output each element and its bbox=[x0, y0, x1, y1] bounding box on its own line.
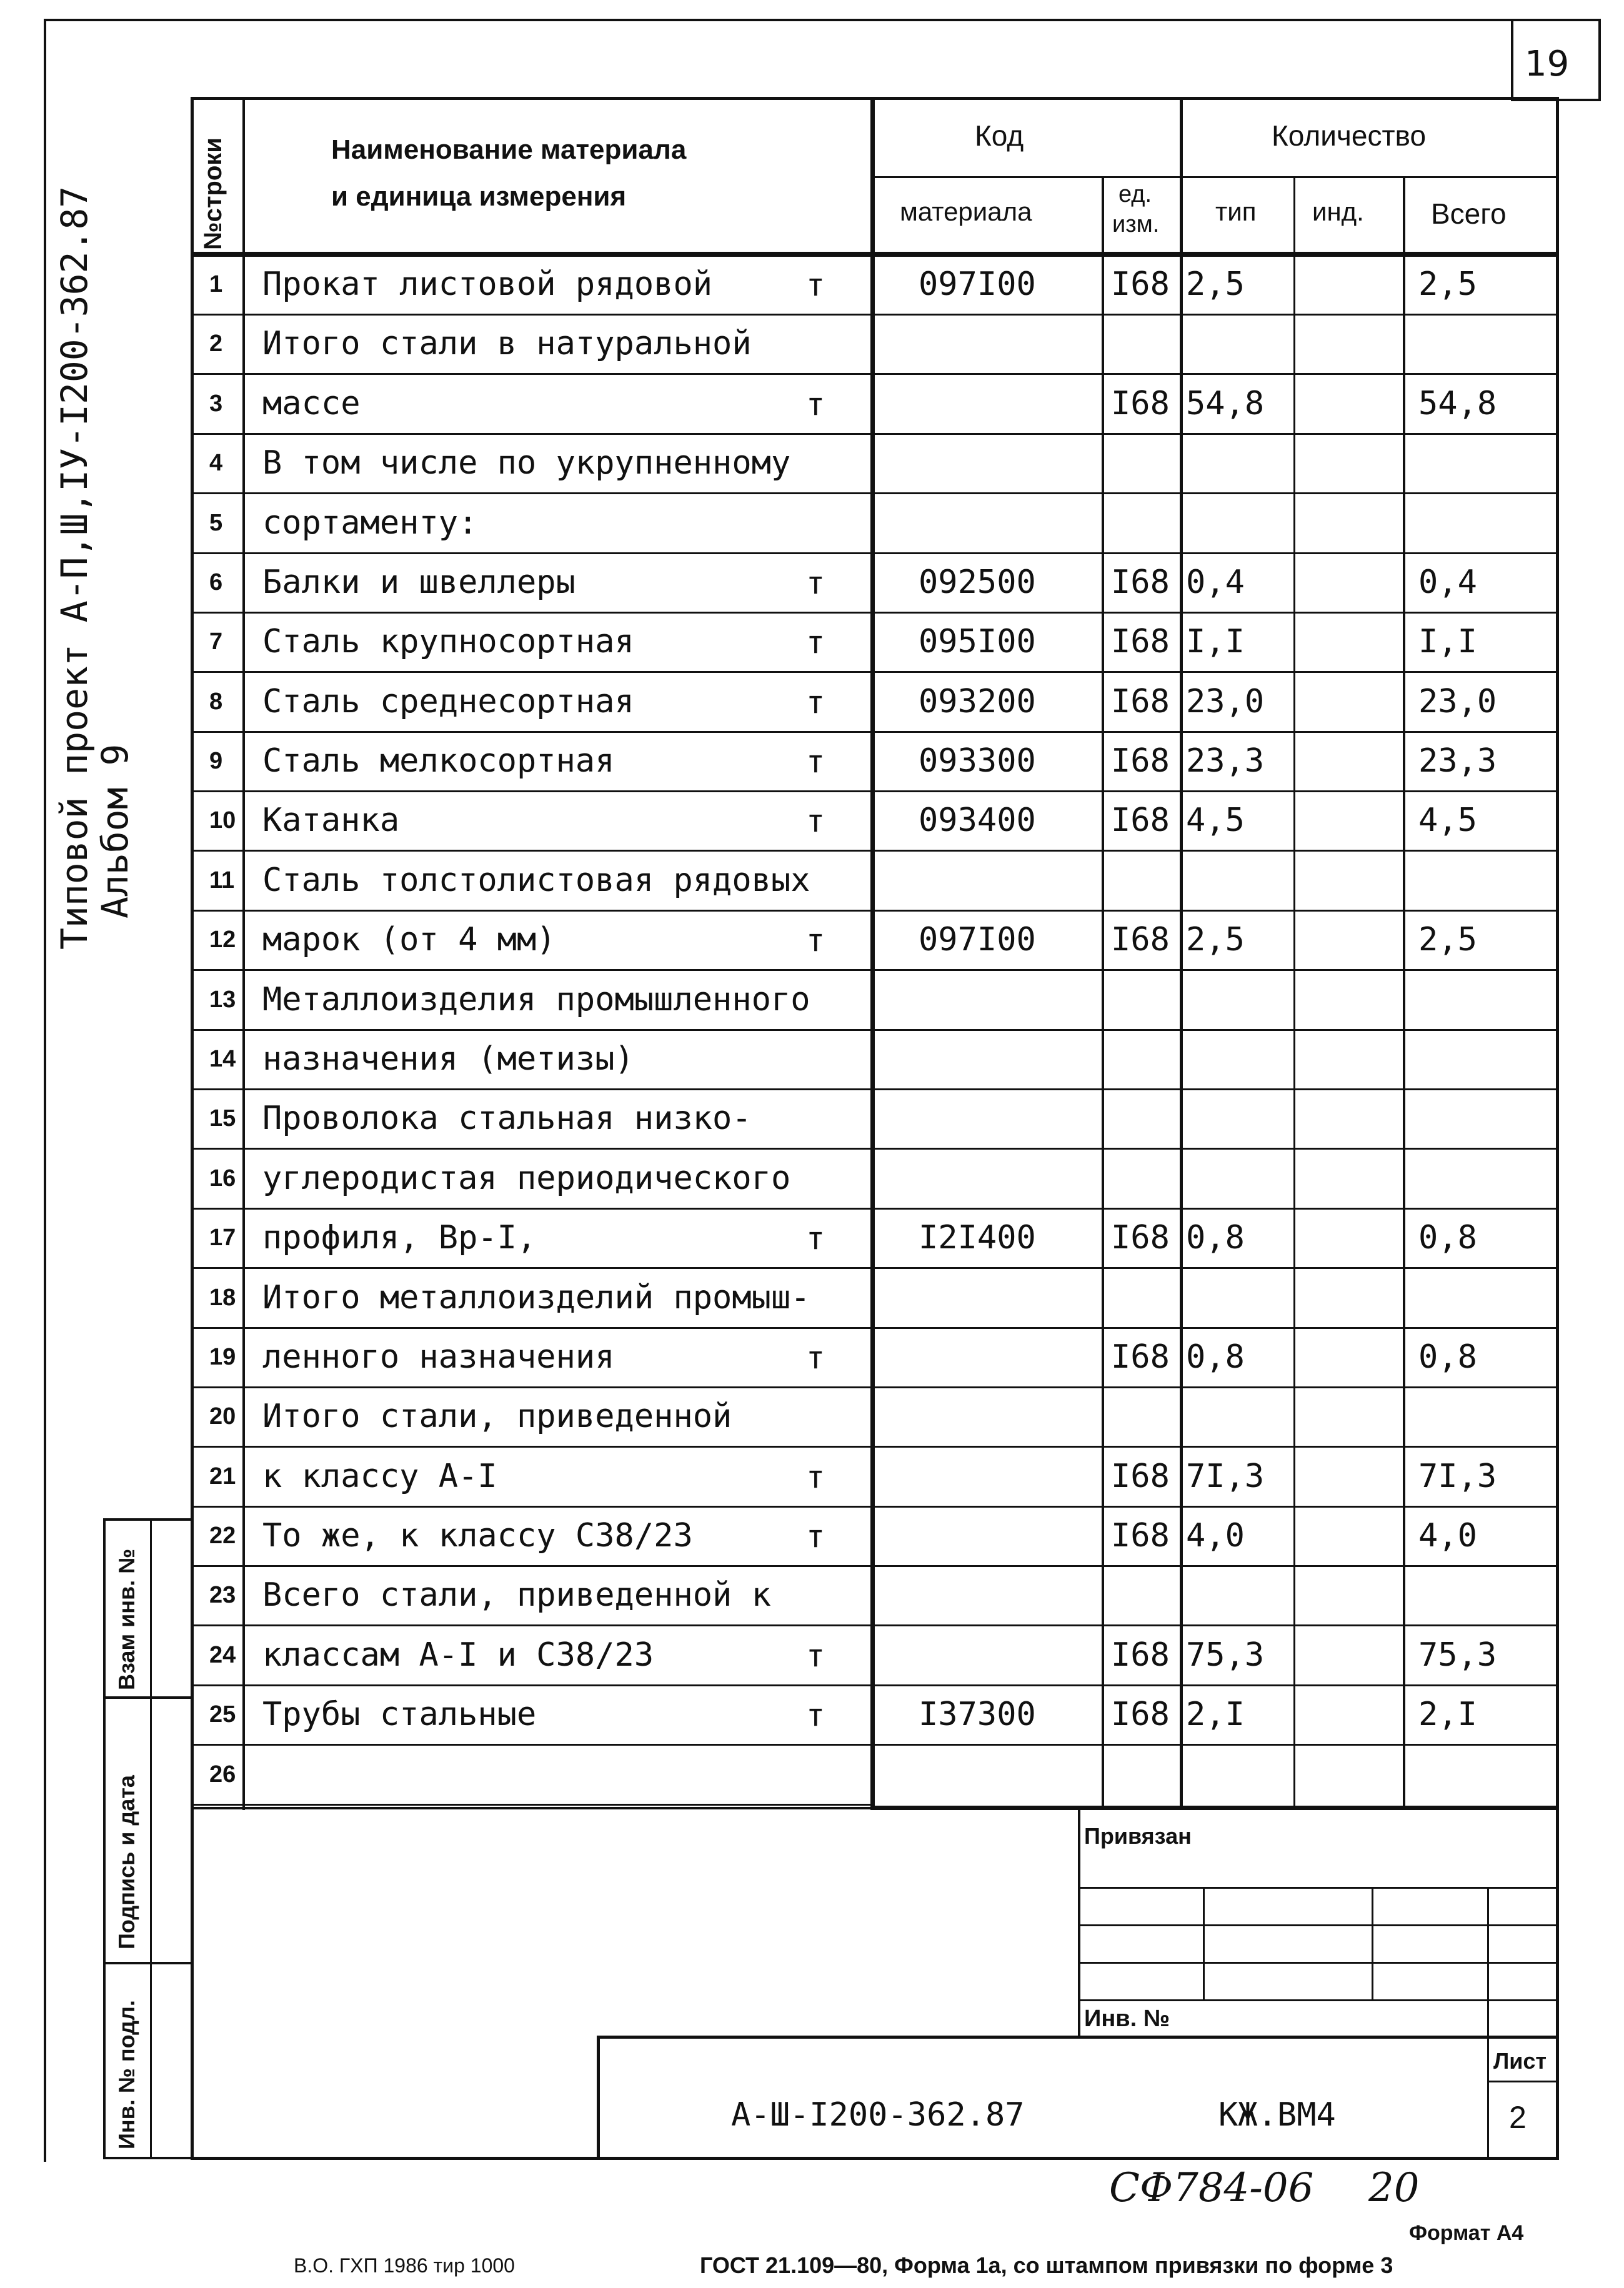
quantity-type: 54,8 bbox=[1186, 385, 1265, 423]
handwritten-number: 20 bbox=[1368, 2165, 1420, 2211]
unit-code: I68 bbox=[1111, 1636, 1170, 1674]
stamp-privyazan: Привязан bbox=[1084, 1823, 1192, 1849]
unit-letter: т bbox=[806, 624, 825, 660]
header-unit-line2: изм. bbox=[1112, 211, 1160, 237]
header-code: Код bbox=[975, 119, 1024, 152]
table-row bbox=[0, 614, 1624, 673]
header-unit-line1: ед. bbox=[1118, 181, 1152, 207]
stamp-sheet-label: Лист bbox=[1493, 2048, 1547, 2074]
header-row-number: №строки bbox=[199, 137, 227, 250]
material-name: Проволока стальная низко- bbox=[262, 1100, 752, 1138]
quantity-total: I,I bbox=[1418, 623, 1477, 661]
table-row bbox=[0, 1627, 1624, 1686]
header-type: тип bbox=[1215, 197, 1257, 226]
material-name: Итого стали, приведенной bbox=[262, 1398, 732, 1436]
material-name: Сталь среднесортная bbox=[262, 683, 634, 721]
row-number: 26 bbox=[209, 1761, 236, 1788]
row-number: 14 bbox=[209, 1046, 236, 1073]
quantity-type: 4,0 bbox=[1186, 1517, 1245, 1555]
material-name: классам А-І и С38/23 bbox=[262, 1636, 654, 1674]
material-code: I2I400 bbox=[919, 1219, 1036, 1257]
footer-printer: В.О. ГХП 1986 тир 1000 bbox=[294, 2254, 515, 2277]
header-name-line1: Наименование материала bbox=[331, 134, 687, 165]
row-number: 20 bbox=[209, 1403, 236, 1430]
stamp-inv-no: Инв. № bbox=[1084, 2006, 1170, 2032]
material-name: Сталь толстолистовая рядовых bbox=[262, 862, 810, 900]
material-name: Трубы стальные bbox=[262, 1696, 537, 1734]
table-row bbox=[0, 1031, 1624, 1090]
unit-code: I68 bbox=[1111, 802, 1170, 840]
unit-letter: т bbox=[806, 564, 825, 601]
row-number: 3 bbox=[209, 390, 223, 417]
quantity-total: 75,3 bbox=[1418, 1636, 1497, 1674]
row-number: 17 bbox=[209, 1225, 236, 1251]
unit-letter: т bbox=[806, 266, 825, 303]
material-name: Металлоизделия промышленного bbox=[262, 981, 810, 1019]
quantity-type: 75,3 bbox=[1186, 1636, 1265, 1674]
quantity-total: 7I,3 bbox=[1418, 1458, 1497, 1496]
table-row bbox=[0, 1270, 1624, 1329]
quantity-type: 0,4 bbox=[1186, 564, 1245, 602]
quantity-type: 2,5 bbox=[1186, 266, 1245, 304]
unit-code: I68 bbox=[1111, 1219, 1170, 1257]
table-row bbox=[0, 852, 1624, 912]
frame-right-top bbox=[1598, 19, 1601, 100]
material-name: углеродистая периодического bbox=[262, 1160, 791, 1198]
quantity-total: 0,8 bbox=[1418, 1338, 1477, 1376]
quantity-type: 23,3 bbox=[1186, 742, 1265, 780]
stamp-vzam-inv: Взам инв. № bbox=[114, 1548, 139, 1690]
row-number: 13 bbox=[209, 987, 236, 1013]
row-number: 21 bbox=[209, 1463, 236, 1490]
unit-letter: т bbox=[806, 684, 825, 720]
quantity-type: 7I,3 bbox=[1186, 1458, 1265, 1496]
page-number: 19 bbox=[1525, 44, 1570, 84]
unit-letter: т bbox=[806, 1637, 825, 1674]
table-row bbox=[0, 1388, 1624, 1448]
row-number: 11 bbox=[209, 867, 235, 894]
table-row bbox=[0, 1150, 1624, 1210]
row-number: 7 bbox=[209, 629, 223, 655]
header-quantity: Количество bbox=[1272, 119, 1427, 152]
quantity-total: 4,5 bbox=[1418, 802, 1477, 840]
row-number: 4 bbox=[209, 450, 223, 477]
table-row bbox=[0, 316, 1624, 375]
row-number: 23 bbox=[209, 1582, 236, 1609]
material-name: Балки и швеллеры bbox=[262, 564, 575, 602]
material-name: к классу А-І bbox=[262, 1458, 497, 1496]
material-code: 093400 bbox=[919, 802, 1036, 840]
side-title-line1: Типовой проект А-П,Ш,ІУ-І200-362.87 bbox=[53, 186, 96, 950]
material-name: массе bbox=[262, 385, 361, 423]
table-row bbox=[0, 792, 1624, 852]
material-name: марок (от 4 мм) bbox=[262, 921, 556, 959]
row-number: 10 bbox=[209, 807, 236, 834]
quantity-total: 23,0 bbox=[1418, 683, 1497, 721]
row-number: 19 bbox=[209, 1344, 236, 1371]
material-name: Катанка bbox=[262, 802, 400, 840]
quantity-type: 0,8 bbox=[1186, 1219, 1245, 1257]
row-number: 22 bbox=[209, 1523, 236, 1549]
material-code: 095I00 bbox=[919, 623, 1036, 661]
material-name: Сталь крупносортная bbox=[262, 623, 634, 661]
unit-letter: т bbox=[806, 385, 825, 422]
material-name: ленного назначения bbox=[262, 1338, 615, 1376]
table-row bbox=[0, 495, 1624, 554]
table-row bbox=[0, 1329, 1624, 1388]
row-number: 12 bbox=[209, 927, 236, 953]
material-name: назначения (метизы) bbox=[262, 1040, 634, 1078]
row-number: 8 bbox=[209, 689, 223, 715]
format-label: Формат А4 bbox=[1409, 2221, 1524, 2245]
quantity-total: 2,5 bbox=[1418, 266, 1477, 304]
stamp-designation: А-Ш-І200-362.87 bbox=[731, 2096, 1025, 2134]
frame-top bbox=[44, 19, 1600, 21]
row-number: 6 bbox=[209, 569, 223, 596]
unit-code: I68 bbox=[1111, 1338, 1170, 1376]
unit-letter: т bbox=[806, 1518, 825, 1554]
table-row bbox=[0, 256, 1624, 316]
row-number: 18 bbox=[209, 1285, 236, 1311]
table-row bbox=[0, 376, 1624, 435]
material-name: Всего стали, приведенной к bbox=[262, 1576, 771, 1614]
material-name: Сталь мелкосортная bbox=[262, 742, 615, 780]
row-number: 5 bbox=[209, 510, 223, 537]
table-row bbox=[0, 674, 1624, 733]
material-code: I37300 bbox=[919, 1696, 1036, 1734]
row-number: 2 bbox=[209, 331, 223, 357]
unit-code: I68 bbox=[1111, 1458, 1170, 1496]
material-name: профиля, Вр-І, bbox=[262, 1219, 537, 1257]
table-row bbox=[0, 1686, 1624, 1746]
material-code: 092500 bbox=[919, 564, 1036, 602]
header-total: Всего bbox=[1431, 197, 1507, 230]
stamp-podpis-data: Подпись и дата bbox=[114, 1775, 139, 1949]
material-name: Итого стали в натуральной bbox=[262, 325, 752, 363]
table-row bbox=[0, 972, 1624, 1031]
footer-gost: ГОСТ 21.109—80, Форма 1а, со штампом привязки по форме 3 bbox=[700, 2252, 1393, 2278]
row-number: 9 bbox=[209, 748, 223, 775]
table-row bbox=[0, 912, 1624, 971]
unit-letter: т bbox=[806, 1220, 825, 1256]
material-name: В том числе по укрупненному bbox=[262, 444, 791, 482]
unit-code: I68 bbox=[1111, 921, 1170, 959]
side-title-line2: Альбом 9 bbox=[94, 744, 136, 918]
material-code: 097I00 bbox=[919, 266, 1036, 304]
header-ind: инд. bbox=[1312, 197, 1364, 226]
unit-code: I68 bbox=[1111, 564, 1170, 602]
table-row bbox=[0, 1508, 1624, 1567]
table-row bbox=[0, 1567, 1624, 1626]
stamp-sheet-value: 2 bbox=[1509, 2100, 1527, 2135]
material-code: 093300 bbox=[919, 742, 1036, 780]
table-row bbox=[0, 1746, 1624, 1806]
header-name-line2: и единица измерения bbox=[331, 181, 627, 212]
table-row bbox=[0, 733, 1624, 792]
row-number: 25 bbox=[209, 1701, 236, 1728]
row-number: 16 bbox=[209, 1165, 236, 1192]
header-material: материала bbox=[900, 197, 1032, 226]
material-code: 093200 bbox=[919, 683, 1036, 721]
material-name: Итого металлоизделий промыш- bbox=[262, 1279, 810, 1317]
unit-code: I68 bbox=[1111, 623, 1170, 661]
material-name: То же, к классу С38/23 bbox=[262, 1517, 693, 1555]
unit-letter: т bbox=[806, 802, 825, 839]
quantity-total: 0,8 bbox=[1418, 1219, 1477, 1257]
material-name: Прокат листовой рядовой bbox=[262, 266, 713, 304]
table-row bbox=[0, 1090, 1624, 1150]
unit-letter: т bbox=[806, 1458, 825, 1495]
quantity-total: 4,0 bbox=[1418, 1517, 1477, 1555]
material-code: 097I00 bbox=[919, 921, 1036, 959]
quantity-total: 23,3 bbox=[1418, 742, 1497, 780]
table-row bbox=[0, 554, 1624, 614]
quantity-type: 0,8 bbox=[1186, 1338, 1245, 1376]
quantity-total: 2,I bbox=[1418, 1696, 1477, 1734]
row-number: 15 bbox=[209, 1105, 236, 1132]
material-name: сортаменту: bbox=[262, 504, 478, 542]
unit-code: I68 bbox=[1111, 266, 1170, 304]
unit-code: I68 bbox=[1111, 683, 1170, 721]
quantity-type: 2,I bbox=[1186, 1696, 1245, 1734]
quantity-type: I,I bbox=[1186, 623, 1245, 661]
quantity-total: 54,8 bbox=[1418, 385, 1497, 423]
unit-letter: т bbox=[806, 743, 825, 780]
stamp-code: КЖ.ВМ4 bbox=[1218, 2096, 1336, 2134]
unit-code: I68 bbox=[1111, 742, 1170, 780]
quantity-total: 0,4 bbox=[1418, 564, 1477, 602]
unit-letter: т bbox=[806, 922, 825, 958]
handwritten-code: СФ784-06 bbox=[1109, 2165, 1314, 2211]
table-row bbox=[0, 435, 1624, 494]
stamp-inv-podl: Инв. № подл. bbox=[114, 2000, 139, 2149]
unit-letter: т bbox=[806, 1696, 825, 1733]
table-row bbox=[0, 1448, 1624, 1508]
unit-code: I68 bbox=[1111, 385, 1170, 423]
quantity-type: 2,5 bbox=[1186, 921, 1245, 959]
quantity-type: 23,0 bbox=[1186, 683, 1265, 721]
unit-code: I68 bbox=[1111, 1517, 1170, 1555]
unit-code: I68 bbox=[1111, 1696, 1170, 1734]
unit-letter: т bbox=[806, 1339, 825, 1376]
row-number: 24 bbox=[209, 1642, 236, 1669]
row-number: 1 bbox=[209, 271, 223, 298]
table-row bbox=[0, 1210, 1624, 1269]
quantity-type: 4,5 bbox=[1186, 802, 1245, 840]
quantity-total: 2,5 bbox=[1418, 921, 1477, 959]
